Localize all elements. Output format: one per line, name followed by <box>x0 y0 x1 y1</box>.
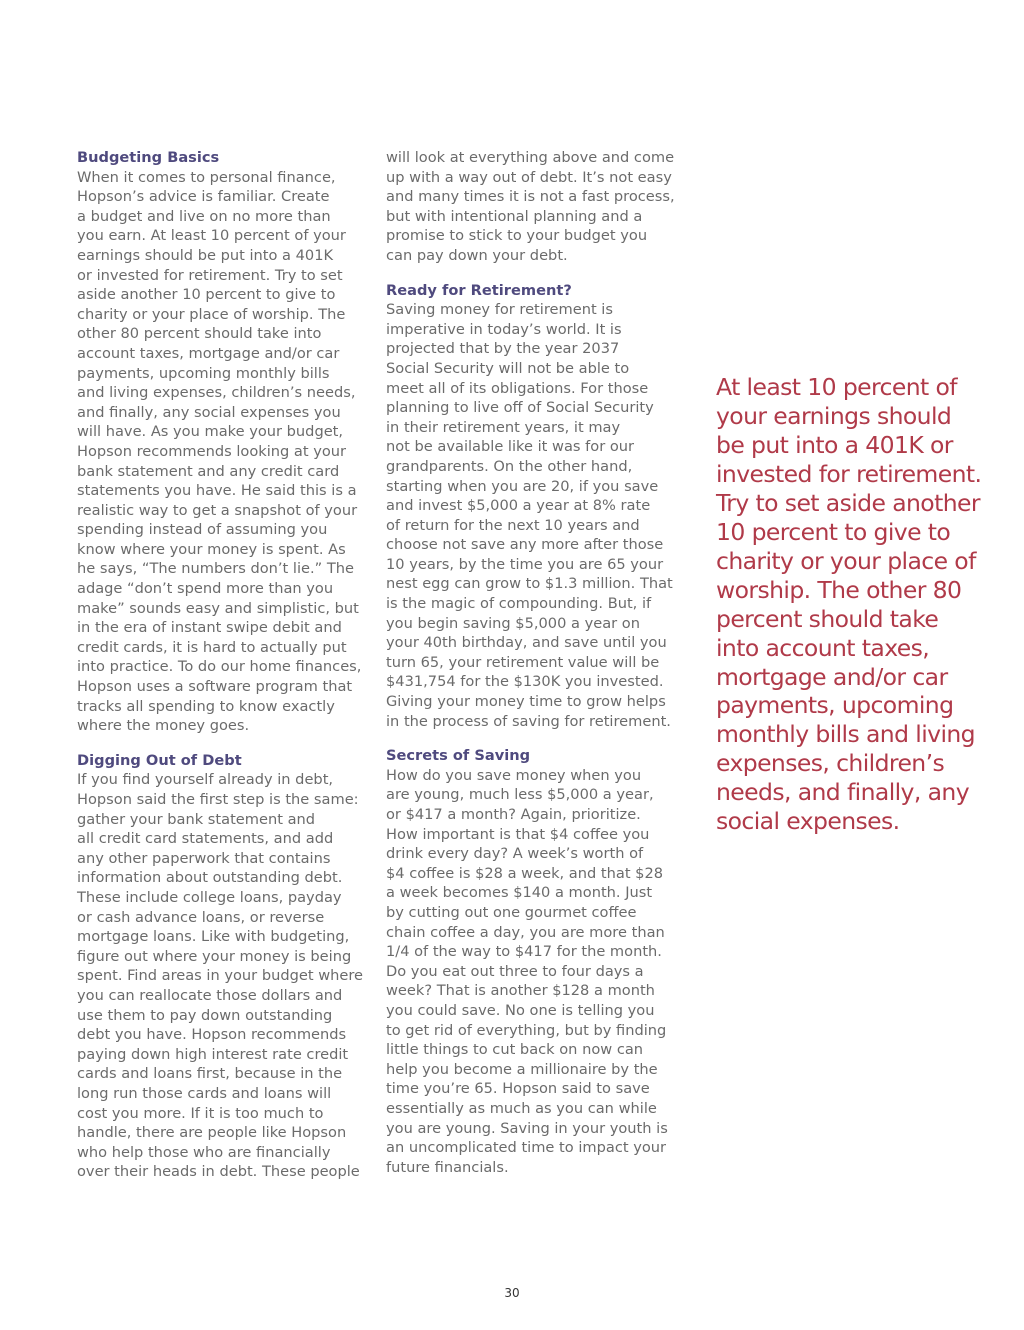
body-line: he says, “The numbers don’t lie.” The <box>77 560 354 578</box>
body-line: a week becomes $140 a month. Just <box>386 884 653 902</box>
body-line: spent. Find areas in your budget where <box>77 967 364 985</box>
body-line: Do you eat out three to four days a <box>386 962 644 980</box>
body-line: These include college loans, payday <box>77 888 342 906</box>
body-line: handle, there are people like Hopson <box>77 1124 347 1142</box>
body-line: How important is that $4 coffee you <box>386 825 650 843</box>
pull-quote-line: be put into a 401K or <box>716 430 953 459</box>
pull-quote-line: your earnings should <box>716 401 952 430</box>
pull-quote-line: At least 10 percent of <box>716 373 957 401</box>
body-line: essentially as much as you can while <box>386 1099 657 1117</box>
body-line: choose not save any more after those <box>386 536 664 554</box>
budgeting-body <box>77 168 369 736</box>
body-line: or invested for retirement. Try to set <box>77 266 343 284</box>
pull-quote-line: social expenses. <box>716 807 900 836</box>
body-line: Social Security will not be able to <box>386 359 630 377</box>
body-line: are young, much less $5,000 a year, <box>386 786 654 804</box>
section-heading-budgeting-basics: Budgeting Basics <box>77 149 220 166</box>
body-line: to get rid of everything, but by finding <box>386 1021 667 1039</box>
body-line: long run those cards and loans will <box>77 1084 332 1102</box>
body-line: $431,754 for the $130K you invested. <box>386 673 664 691</box>
debt-continued-body <box>386 148 678 266</box>
body-line: Hopson’s advice is familiar. Create <box>77 188 330 206</box>
body-line: time you’re 65. Hopson said to save <box>386 1080 650 1098</box>
body-line: cards and loans first, because in the <box>77 1065 343 1083</box>
body-line: other 80 percent should take into <box>77 325 322 343</box>
body-line: paying down high interest rate credit <box>77 1045 349 1063</box>
body-line: figure out where your money is being <box>77 947 352 965</box>
body-line: When it comes to personal finance, <box>77 168 336 186</box>
body-line: projected that by the year 2037 <box>386 340 620 358</box>
middle-column <box>386 148 678 1177</box>
debt-body <box>77 770 369 1181</box>
body-line: bank statement and any credit card <box>77 462 340 480</box>
body-line: or $417 a month? Again, prioritize. <box>386 806 641 823</box>
section-spacer <box>77 736 369 751</box>
body-line: information about outstanding debt. <box>77 869 343 887</box>
body-line: chain coffee a day, you are more than <box>386 923 665 941</box>
body-line: know where your money is spent. As <box>77 540 346 558</box>
body-line: gather your bank statement and <box>77 810 316 828</box>
pull-quote <box>716 373 1016 836</box>
pull-quote-line: Try to set aside another <box>716 488 980 517</box>
section-heading-secrets-of-saving: Secrets of Saving <box>386 747 531 765</box>
body-line: debt you have. Hopson recommends <box>77 1026 347 1044</box>
body-line: starting when you are 20, if you save <box>386 477 659 495</box>
section-heading-digging-out-of-debt: Digging Out of Debt <box>77 751 242 769</box>
section-heading-ready-for-retirement: Ready for Retirement? <box>386 281 572 299</box>
body-line: help you become a millionaire by the <box>386 1060 658 1078</box>
body-line: grandparents. On the other hand, <box>386 457 633 475</box>
body-line: payments, upcoming monthly bills <box>77 364 330 382</box>
body-line: future financials. <box>386 1158 509 1176</box>
body-line: will look at everything above and come <box>386 149 675 166</box>
body-line: tracks all spending to know exactly <box>77 697 335 715</box>
retirement-body <box>386 300 678 731</box>
body-line: any other paperwork that contains <box>77 849 331 867</box>
pull-quote-line: payments, upcoming <box>716 691 954 720</box>
body-line: Hopson recommends looking at your <box>77 442 347 460</box>
body-line: can pay down your debt. <box>386 246 568 264</box>
body-line: realistic way to get a snapshot of your <box>77 501 358 519</box>
body-line: you can reallocate those dollars and <box>77 986 343 1004</box>
body-line: statements you have. He said this is a <box>77 482 357 500</box>
body-line: aside another 10 percent to give to <box>77 286 336 304</box>
pull-quote-line: 10 percent to give to <box>716 517 951 546</box>
body-line: credit cards, it is hard to actually put <box>77 638 347 656</box>
body-line: you could save. No one is telling you <box>386 1001 655 1019</box>
section-spacer <box>386 266 678 281</box>
body-line: make” sounds easy and simplistic, but <box>77 599 359 617</box>
body-line: your 40th birthday, and save until you <box>386 634 667 652</box>
pull-quote-line: into account taxes, <box>716 633 930 662</box>
body-line: is the magic of compounding. But, if <box>386 595 652 613</box>
body-line: into practice. To do our home finances, <box>77 658 362 676</box>
body-line: imperative in today’s world. It is <box>386 320 622 338</box>
pull-quote-line: needs, and finally, any <box>716 778 969 807</box>
body-line: in their retirement years, it may <box>386 418 621 436</box>
body-line: adage “don’t spend more than you <box>77 580 334 598</box>
body-line: turn 65, your retirement value will be <box>386 653 660 671</box>
body-line: Hopson uses a software program that <box>77 678 353 696</box>
pull-quote-line: worship. The other 80 <box>716 575 962 604</box>
body-line: not be available like it was for our <box>386 438 635 456</box>
body-line: of return for the next 10 years and <box>386 516 640 534</box>
body-line: a budget and live on no more than <box>77 207 331 225</box>
body-line: you earn. At least 10 percent of your <box>77 227 346 245</box>
body-line: mortgage loans. Like with budgeting, <box>77 928 350 946</box>
pull-quote-line: percent should take <box>716 604 939 633</box>
body-line: little things to cut back on now can <box>386 1041 644 1059</box>
pull-quote-line: charity or your place of <box>716 546 976 575</box>
body-line: use them to pay down outstanding <box>77 1006 333 1024</box>
section-spacer <box>386 731 678 746</box>
body-line: nest egg can grow to $1.3 million. That <box>386 575 673 593</box>
body-line: meet all of its obligations. For those <box>386 379 649 397</box>
body-line: charity or your place of worship. The <box>77 305 346 323</box>
body-line: and living expenses, children’s needs, <box>77 384 356 402</box>
body-line: or cash advance loans, or reverse <box>77 908 325 926</box>
left-column <box>77 148 369 1182</box>
body-line: account taxes, mortgage and/or car <box>77 344 340 362</box>
body-line: Giving your money time to grow helps <box>386 693 666 711</box>
body-line: you begin saving $5,000 a year on <box>386 614 640 632</box>
body-line: by cutting out one gourmet coffee <box>386 903 637 921</box>
body-line: promise to stick to your budget you <box>386 227 648 245</box>
body-line: all credit card statements, and add <box>77 830 334 848</box>
body-line: How do you save money when you <box>386 766 642 784</box>
body-line: in the era of instant swipe debit and <box>77 619 342 637</box>
body-line: an uncomplicated time to impact your <box>386 1139 667 1157</box>
body-line: planning to live off of Social Security <box>386 399 654 417</box>
body-line: Saving money for retirement is <box>386 301 613 319</box>
body-line: in the process of saving for retirement. <box>386 712 671 730</box>
body-line: who help those who are financially <box>77 1143 331 1161</box>
body-line: up with a way out of debt. It’s not easy <box>386 168 672 186</box>
body-line: drink every day? A week’s worth of <box>386 845 644 863</box>
body-line: spending instead of assuming you <box>77 521 328 539</box>
pull-quote-line: monthly bills and living <box>716 720 975 749</box>
body-line: cost you more. If it is too much to <box>77 1104 324 1122</box>
pull-quote-line: expenses, children’s <box>716 749 945 778</box>
body-line: and many times it is not a fast process, <box>386 188 675 206</box>
saving-body <box>386 766 678 1177</box>
pull-quote-line: mortgage and/or car <box>716 662 948 691</box>
body-line: will have. As you make your budget, <box>77 423 344 441</box>
body-line: you are young. Saving in your youth is <box>386 1119 668 1137</box>
body-line: 1/4 of the way to $417 for the month. <box>386 943 662 961</box>
body-line: but with intentional planning and a <box>386 207 643 225</box>
body-line: Hopson said the first step is the same: <box>77 791 359 808</box>
page-number: 30 <box>504 1286 520 1300</box>
body-line: 10 years, by the time you are 65 your <box>386 555 664 573</box>
body-line: week? That is another $128 a month <box>386 982 655 1000</box>
body-line: over their heads in debt. These people <box>77 1163 360 1181</box>
body-line: and finally, any social expenses you <box>77 403 341 421</box>
body-line: where the money goes. <box>77 717 250 735</box>
body-line: earnings should be put into a 401K <box>77 246 334 264</box>
pull-quote-line: invested for retirement. <box>716 459 982 488</box>
body-line: $4 coffee is $28 a week, and that $28 <box>386 864 664 882</box>
body-line: and invest $5,000 a year at 8% rate <box>386 497 651 515</box>
body-line: If you find yourself already in debt, <box>77 771 334 789</box>
